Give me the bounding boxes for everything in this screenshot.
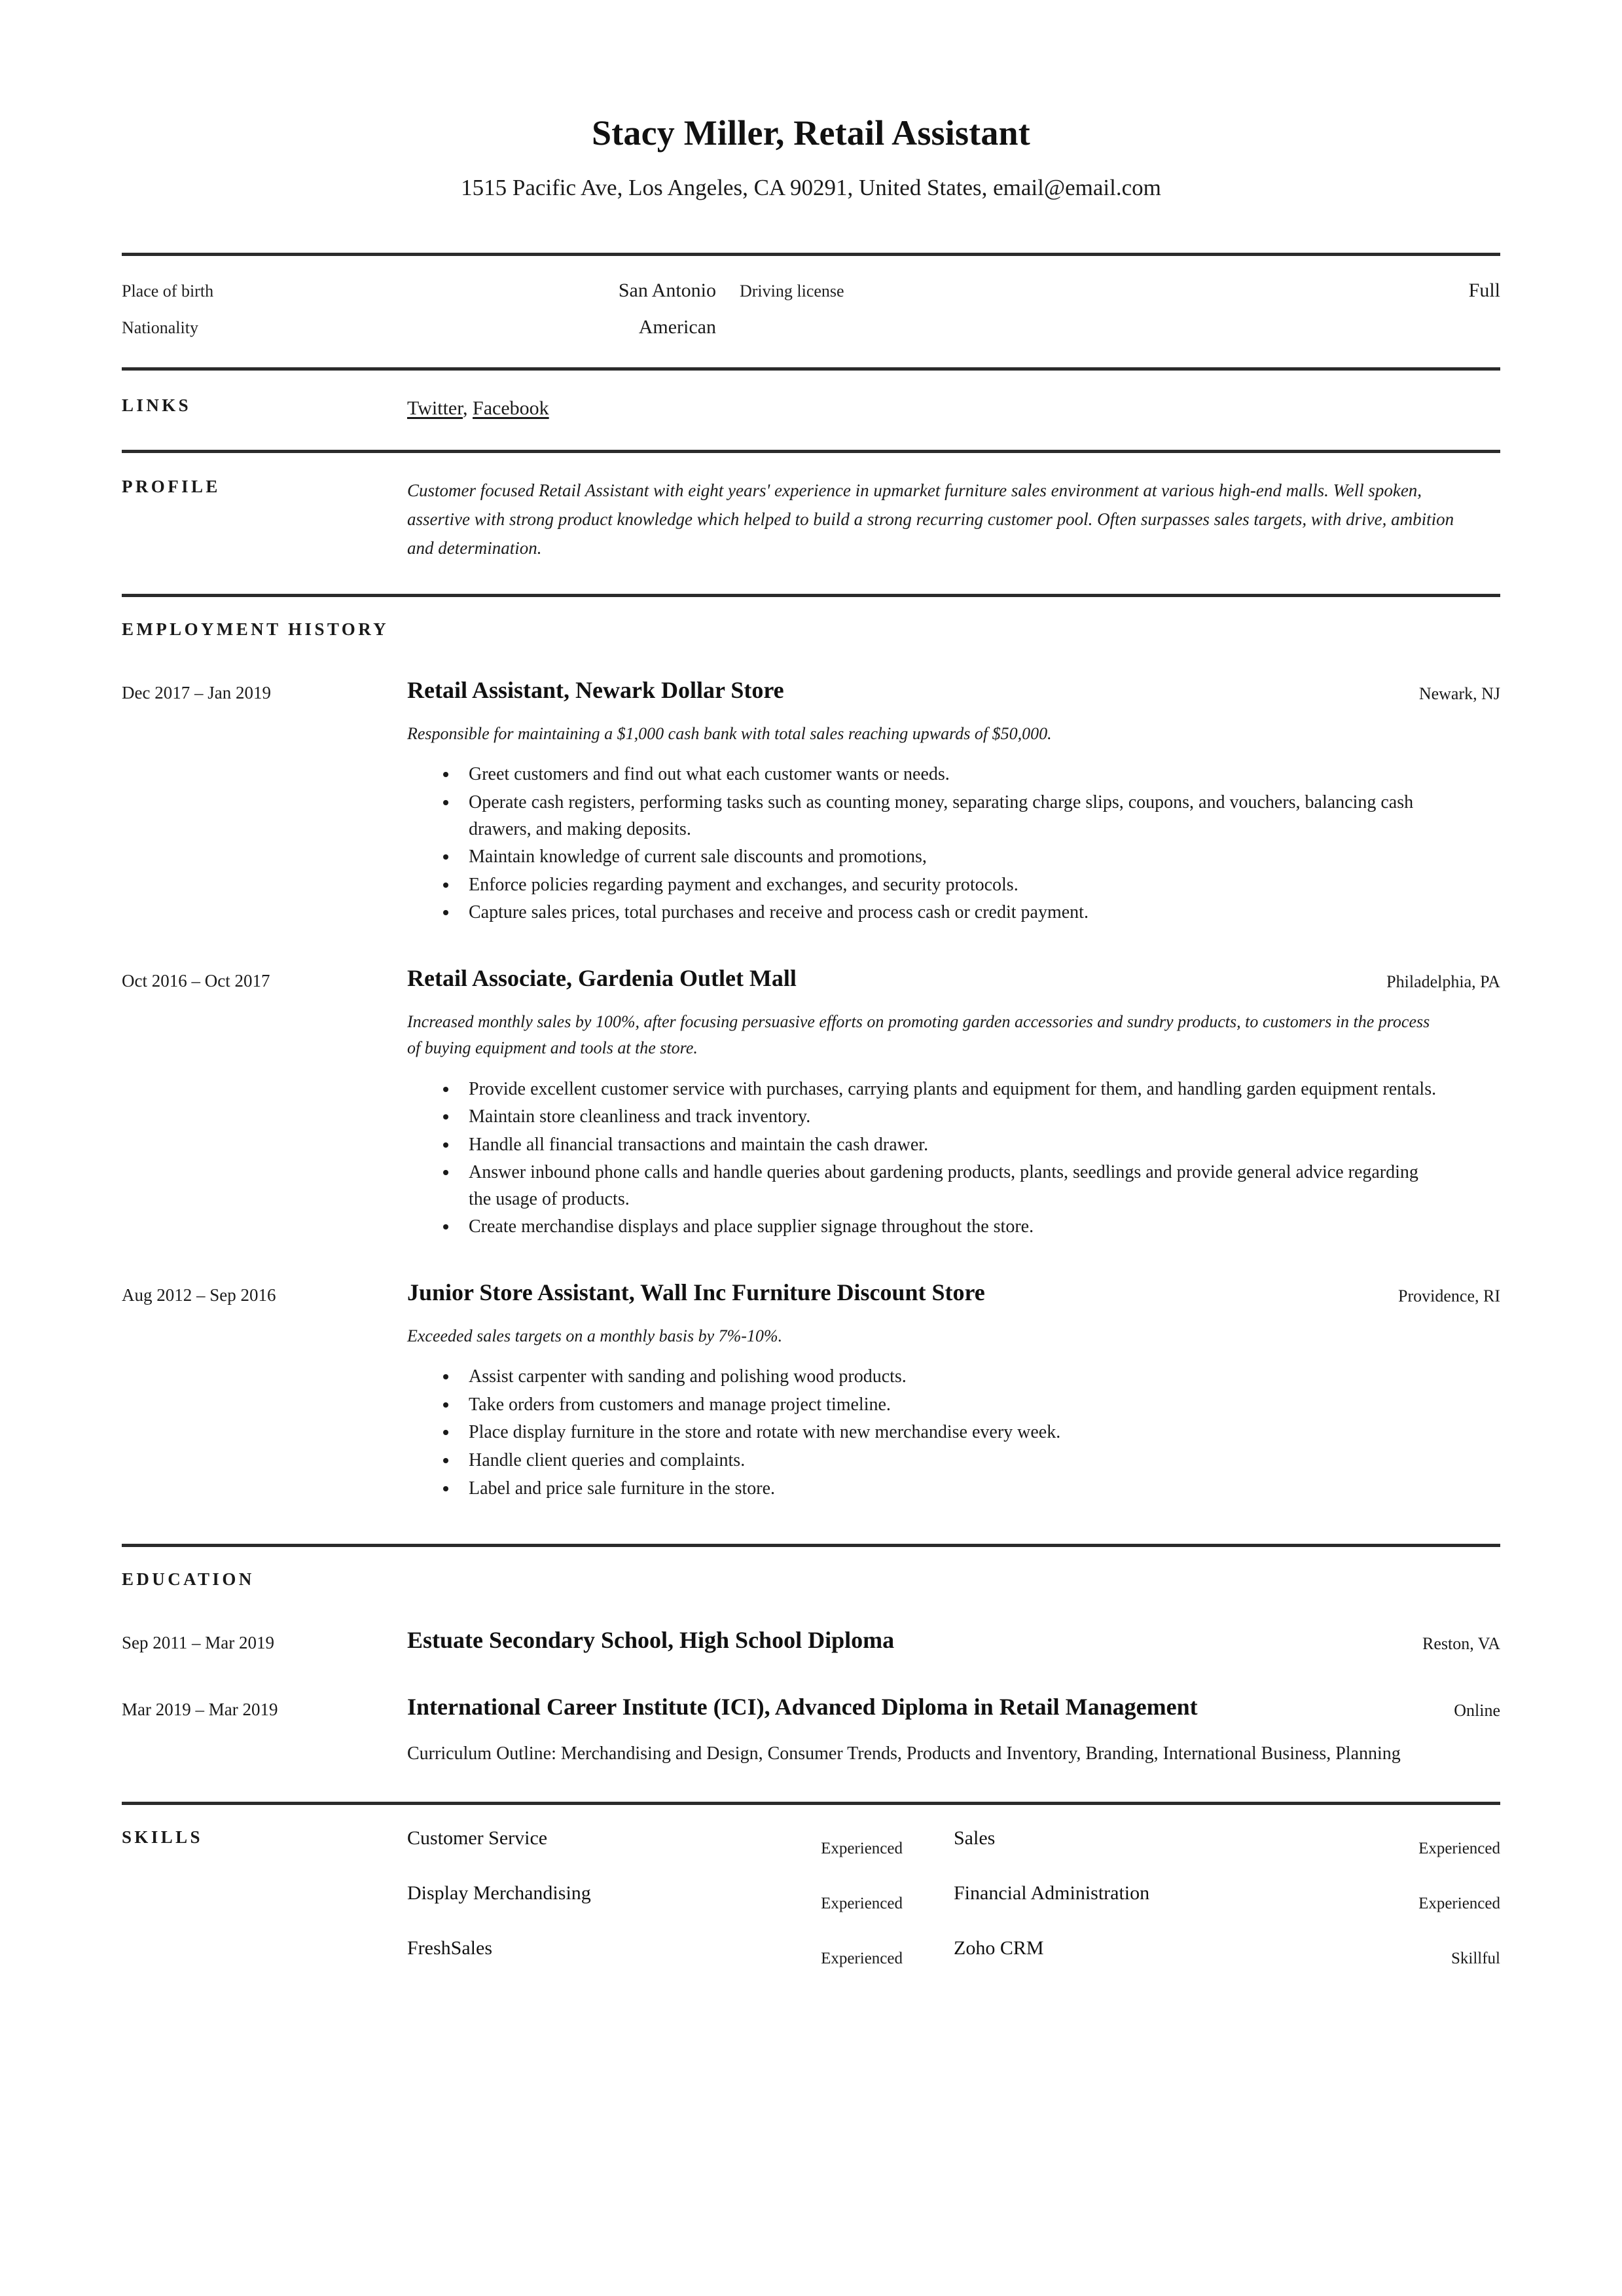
section-label-education: EDUCATION (122, 1569, 255, 1590)
skill-item (954, 1937, 1500, 1992)
details-section (122, 256, 1500, 367)
page-title: Stacy Miller, Retail Assistant (592, 113, 1030, 153)
section-label-employment-history: EMPLOYMENT HISTORY (122, 619, 389, 640)
education-date: Mar 2019 – Mar 2019 (122, 1700, 278, 1720)
list-item: • Greet customers and find out what each customer wants or needs. (458, 761, 1444, 788)
skills-grid (407, 1827, 1500, 1992)
list-item: • Enforce policies regarding payment and exchanges, and security protocols. (458, 872, 1444, 899)
education-entry (122, 1625, 1500, 1656)
employment-summary: Exceeded sales targets on a monthly basis by 7%-10%. (407, 1326, 783, 1345)
detail-row (122, 280, 1500, 302)
list-item: • Create merchandise displays and place supplier signage throughout the store. (458, 1214, 1444, 1241)
links-section (122, 371, 1500, 450)
skill-level: Experienced (1418, 1894, 1500, 1912)
link-facebook[interactable]: Facebook (473, 397, 549, 420)
employment-bullets (407, 1076, 1500, 1241)
education-description: Curriculum Outline: Merchandising and Design, Consumer Trends, Products and Inventory, Branding, International Business, Planning (407, 1743, 1401, 1764)
list-item: • Provide excellent customer service with purchases, carrying plants and equipment for them, and handling garden equipment rentals. (458, 1076, 1444, 1103)
section-label-links: LINKS (122, 395, 192, 416)
list-item: • Maintain knowledge of current sale discounts and promotions, (458, 844, 1444, 871)
employment-title: Retail Assistant, Newark Dollar Store (407, 677, 784, 704)
employment-date: Aug 2012 – Sep 2016 (122, 1285, 276, 1305)
employment-bullets (407, 1364, 1500, 1502)
employment-summary: Increased monthly sales by 100%, after focusing persuasive efforts on promoting garden accessories and sundry products, to customers in the process of buying equipment and tools at the store. (407, 1011, 1430, 1058)
list-item: • Place display furniture in the store and rotate with new merchandise every week. (458, 1419, 1444, 1446)
education-head (407, 1625, 1500, 1656)
section-label-profile: PROFILE (122, 477, 221, 497)
resume-content (122, 0, 1500, 2018)
employment-entry (122, 1277, 1500, 1503)
list-item: • Take orders from customers and manage project timeline. (458, 1392, 1444, 1419)
employment-location: Philadelphia, PA (1386, 972, 1500, 992)
contact-line: 1515 Pacific Ave, Los Angeles, CA 90291, United States, email@email.com (461, 175, 1161, 201)
skill-item (407, 1882, 954, 1937)
section-label-skills: SKILLS (122, 1827, 203, 1847)
education-body (407, 1692, 1500, 1768)
skills-section (122, 1805, 1500, 2018)
links-list (407, 395, 1500, 421)
detail-row (122, 316, 1500, 338)
employment-section (122, 597, 1500, 1544)
detail-label-driving-license: Driving license (740, 282, 844, 301)
skill-name: Zoho CRM (954, 1937, 1044, 1959)
skill-name: Customer Service (407, 1827, 548, 1849)
education-section (122, 1547, 1500, 1802)
list-item: • Assist carpenter with sanding and polishing wood products. (458, 1364, 1444, 1391)
education-title: Estuate Secondary School, High School Diploma (407, 1627, 895, 1654)
employment-location: Providence, RI (1398, 1286, 1500, 1306)
list-item: • Maintain store cleanliness and track inventory. (458, 1104, 1444, 1131)
education-title: International Career Institute (ICI), Advanced Diploma in Retail Management (407, 1694, 1198, 1721)
skill-item (954, 1827, 1500, 1882)
skill-name: Display Merchandising (407, 1882, 591, 1904)
employment-date: Dec 2017 – Jan 2019 (122, 683, 271, 703)
employment-body (407, 1277, 1500, 1503)
skill-level: Experienced (821, 1894, 903, 1912)
education-location: Online (1454, 1701, 1500, 1721)
employment-entry (122, 675, 1500, 928)
skill-name: FreshSales (407, 1937, 492, 1959)
profile-section (122, 453, 1500, 594)
employment-head (407, 963, 1500, 994)
list-item: • Handle client queries and complaints. (458, 1448, 1444, 1474)
employment-date: Oct 2016 – Oct 2017 (122, 971, 270, 991)
list-item: • Answer inbound phone calls and handle queries about gardening products, plants, seedlings and provide general advice regarding the usage of products. (458, 1159, 1444, 1212)
list-item: • Capture sales prices, total purchases and receive and process cash or credit payment. (458, 900, 1444, 926)
education-entry (122, 1692, 1500, 1768)
skill-item (407, 1827, 954, 1882)
links-separator: , (463, 397, 473, 420)
employment-body (407, 675, 1500, 928)
skill-name: Sales (954, 1827, 996, 1849)
detail-label-place-of-birth: Place of birth (122, 282, 214, 301)
employment-head (407, 1277, 1500, 1309)
education-location: Reston, VA (1422, 1634, 1500, 1654)
list-item: • Operate cash registers, performing tasks such as counting money, separating charge slips, coupons, and vouchers, balancing cash drawers, and making deposits. (458, 790, 1444, 843)
employment-title: Retail Associate, Gardenia Outlet Mall (407, 965, 797, 992)
employment-entry (122, 963, 1500, 1242)
skill-level: Experienced (1418, 1839, 1500, 1857)
employment-head (407, 675, 1500, 706)
employment-bullets (407, 761, 1500, 926)
employment-location: Newark, NJ (1418, 684, 1500, 704)
employment-summary: Responsible for maintaining a $1,000 cash bank with total sales reaching upwards of $50,000. (407, 724, 1052, 744)
skill-item (954, 1882, 1500, 1937)
education-head (407, 1692, 1500, 1723)
education-date: Sep 2011 – Mar 2019 (122, 1633, 274, 1653)
detail-value-nationality: American (638, 316, 716, 338)
list-item: • Label and price sale furniture in the store. (458, 1476, 1444, 1503)
detail-value-driving-license: Full (1468, 280, 1500, 302)
detail-value-place-of-birth: San Antonio (618, 280, 716, 302)
employment-body (407, 963, 1500, 1242)
skill-level: Skillful (1451, 1949, 1500, 1967)
skill-level: Experienced (821, 1949, 903, 1967)
skill-item (407, 1937, 954, 1992)
skill-level: Experienced (821, 1839, 903, 1857)
detail-label-nationality: Nationality (122, 318, 198, 338)
profile-text: Customer focused Retail Assistant with eight years' experience in upmarket furniture sales environment at various high-end malls. Well spoken, assertive with strong product knowledge which helped to build a strong recurring customer pool. Often surpasses sales targets, with drive, ambition and determination. (407, 481, 1454, 558)
skill-name: Financial Administration (954, 1882, 1150, 1904)
education-body (407, 1625, 1500, 1656)
link-twitter[interactable]: Twitter (407, 397, 463, 420)
list-item: • Handle all financial transactions and maintain the cash drawer. (458, 1132, 1444, 1159)
employment-title: Junior Store Assistant, Wall Inc Furniture Discount Store (407, 1279, 985, 1306)
